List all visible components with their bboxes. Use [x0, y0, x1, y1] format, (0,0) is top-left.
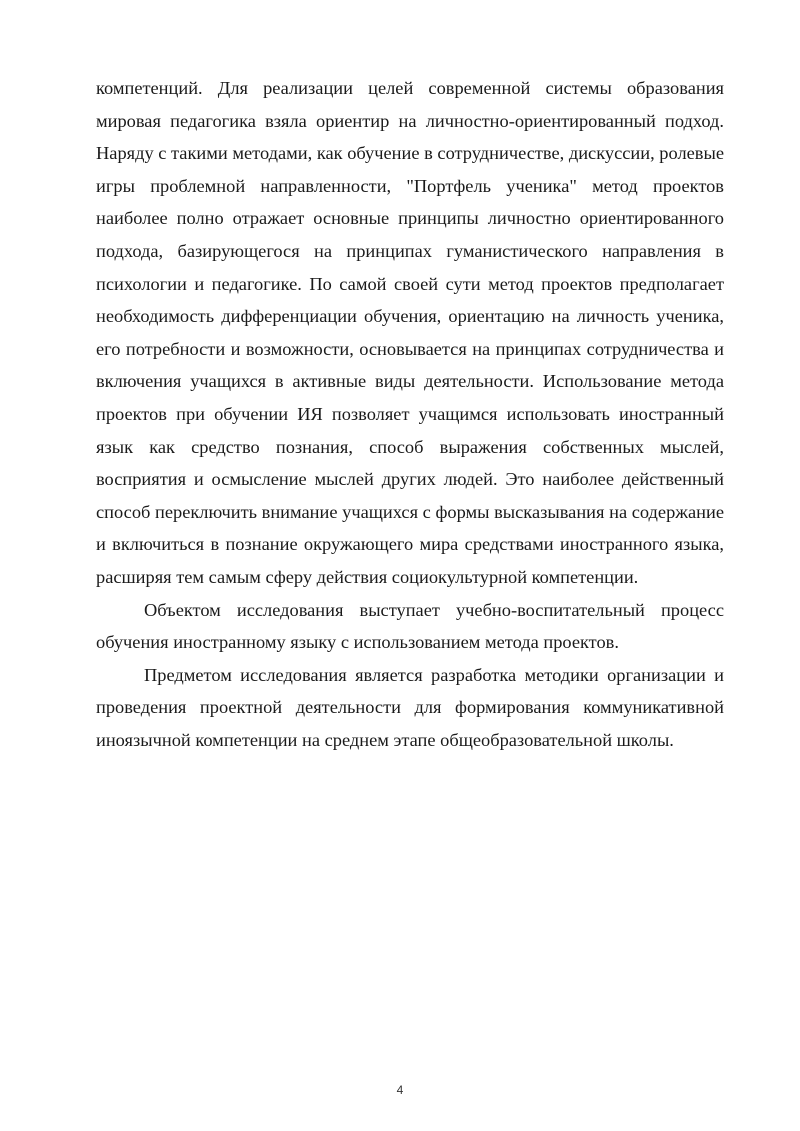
page-number: 4 [396, 1083, 404, 1097]
paragraph-1: компетенций. Для реализации целей современной системы образования мировая педагогика взяла ориентир на личностно-ориентированный подход. Наряду с такими методами, как обучение в сотрудничестве, дискуссии, ролевые игры проблемной направленности, "Портфель ученика" метод проектов наиболее полно отражает основные принципы личностно ориентированного подхода, базирующегося на принципах гуманистического направления в психологии и педагогике. По самой своей сути метод проектов предполагает необходимость дифференциации обучения, ориентацию на личность ученика, его потребности и возможности, основывается на принципах сотрудничества и включения учащихся в активные виды деятельности. Использование метода проектов при обучении ИЯ позволяет учащимся использовать иностранный язык как средство познания, способ выражения собственных мыслей, восприятия и осмысление мыслей других людей. Это наиболее действенный способ переключить внимание учащихся с формы высказывания на содержание и включиться в познание окружающего мира средствами иностранного языка, расширяя тем самым сферу действия социокультурной компетенции. [96, 78, 724, 587]
paragraph-subject-of-study: Предметом исследования является разработка методики организации и проведения проектной деятельности для формирования коммуникативной иноязычной компетенции на среднем этапе общеобразовательной школы. [96, 664, 724, 750]
document-body [96, 72, 724, 756]
paragraph-object-of-study: Объектом исследования выступает учебно-воспитательный процесс обучения иностранному языку с использованием метода проектов. [96, 599, 724, 653]
